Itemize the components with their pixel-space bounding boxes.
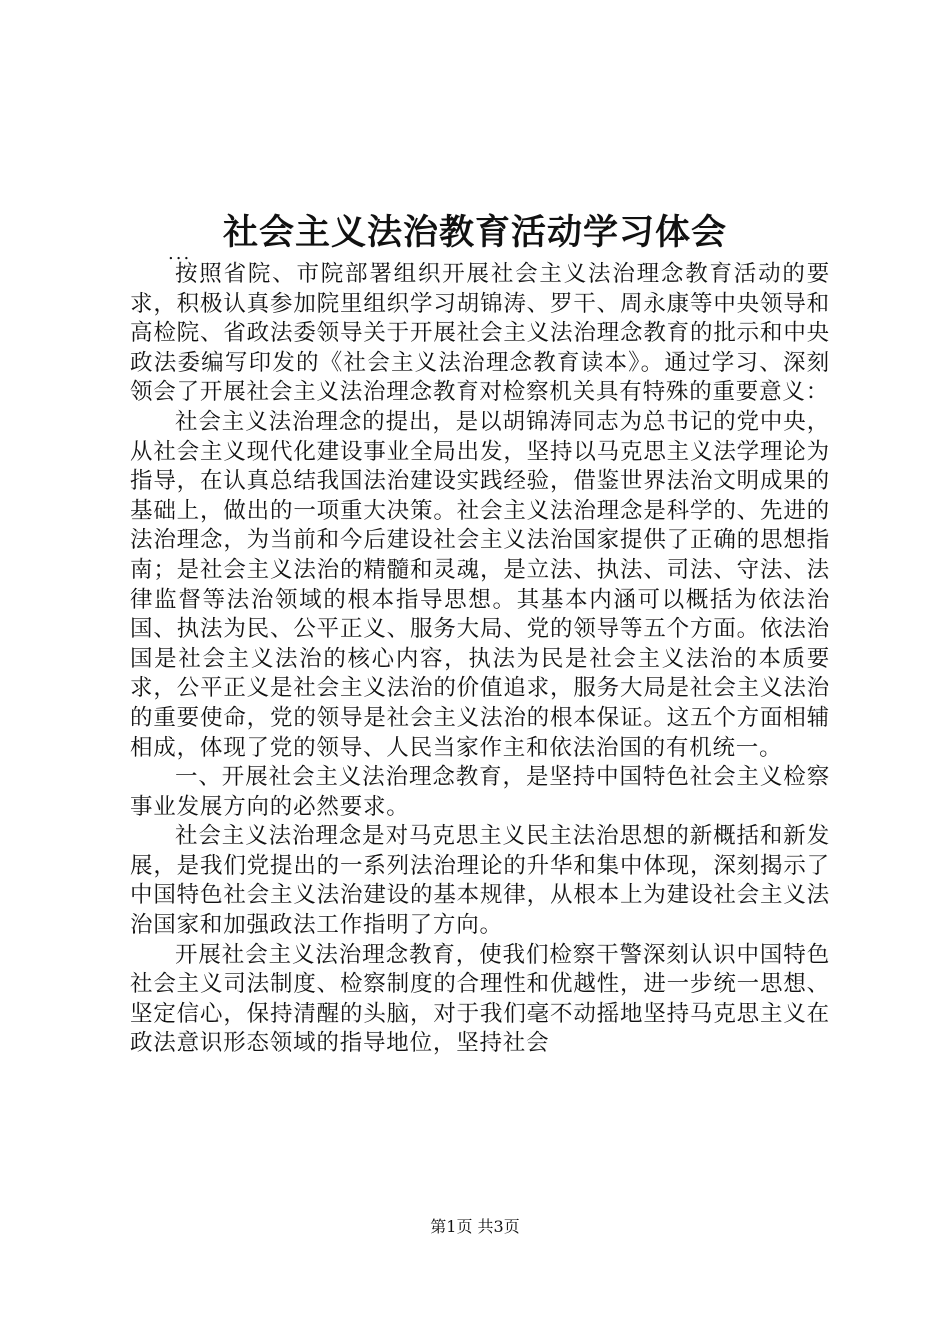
document-title: 社会主义法治教育活动学习体会: [222, 212, 727, 254]
ellipsis-marker: ...: [168, 243, 192, 264]
paragraph: 开展社会主义法治理念教育，使我们检察干警深刻认识中国特色社会主义司法制度、检察制度的合理性和优越性，进一步统一思想、坚定信心，保持清醒的头脑，对于我们毫不动摇地坚持马克思主义在政法意识形态领域的指导地位，坚持社会: [130, 941, 830, 1057]
document-body: [130, 260, 830, 1059]
paragraph: 社会主义法治理念是对马克思主义民主法治思想的新概括和新发展，是我们党提出的一系列法治理论的升华和集中体现，深刻揭示了中国特色社会主义法治建设的基本规律，从根本上为建设社会主义法治国家和加强政法工作指明了方向。: [130, 823, 830, 939]
page-footer: 第1页 共3页: [430, 1217, 520, 1236]
paragraph: 按照省院、市院部署组织开展社会主义法治理念教育活动的要求，积极认真参加院里组织学习胡锦涛、罗干、周永康等中央领导和高检院、省政法委领导关于开展社会主义法治理念教育的批示和中央政法委编写印发的《社会主义法治理念教育读本》。通过学习、深刻领会了开展社会主义法治理念教育对检察机关具有特殊的重要意义：: [130, 261, 830, 406]
paragraph: 社会主义法治理念的提出，是以胡锦涛同志为总书记的党中央，从社会主义现代化建设事业全局出发，坚持以马克思主义法学理论为指导，在认真总结我国法治建设实践经验，借鉴世界法治文明成果的基础上，做出的一项重大决策。社会主义法治理念是科学的、先进的法治理念，为当前和今后建设社会主义法治国家提供了正确的思想指南；是社会主义法治的精髓和灵魂，是立法、执法、司法、守法、法律监督等法治领域的根本指导思想。其基本内涵可以概括为依法治国、执法为民、公平正义、服务大局、党的领导等五个方面。依法治国是社会主义法治的核心内容，执法为民是社会主义法治的本质要求，公平正义是社会主义法治的价值追求，服务大局是社会主义法治的重要使命，党的领导是社会主义法治的根本保证。这五个方面相辅相成，体现了党的领导、人民当家作主和依法治国的有机统一。: [130, 408, 830, 761]
paragraph: 一、开展社会主义法治理念教育，是坚持中国特色社会主义检察事业发展方向的必然要求。: [130, 764, 830, 820]
